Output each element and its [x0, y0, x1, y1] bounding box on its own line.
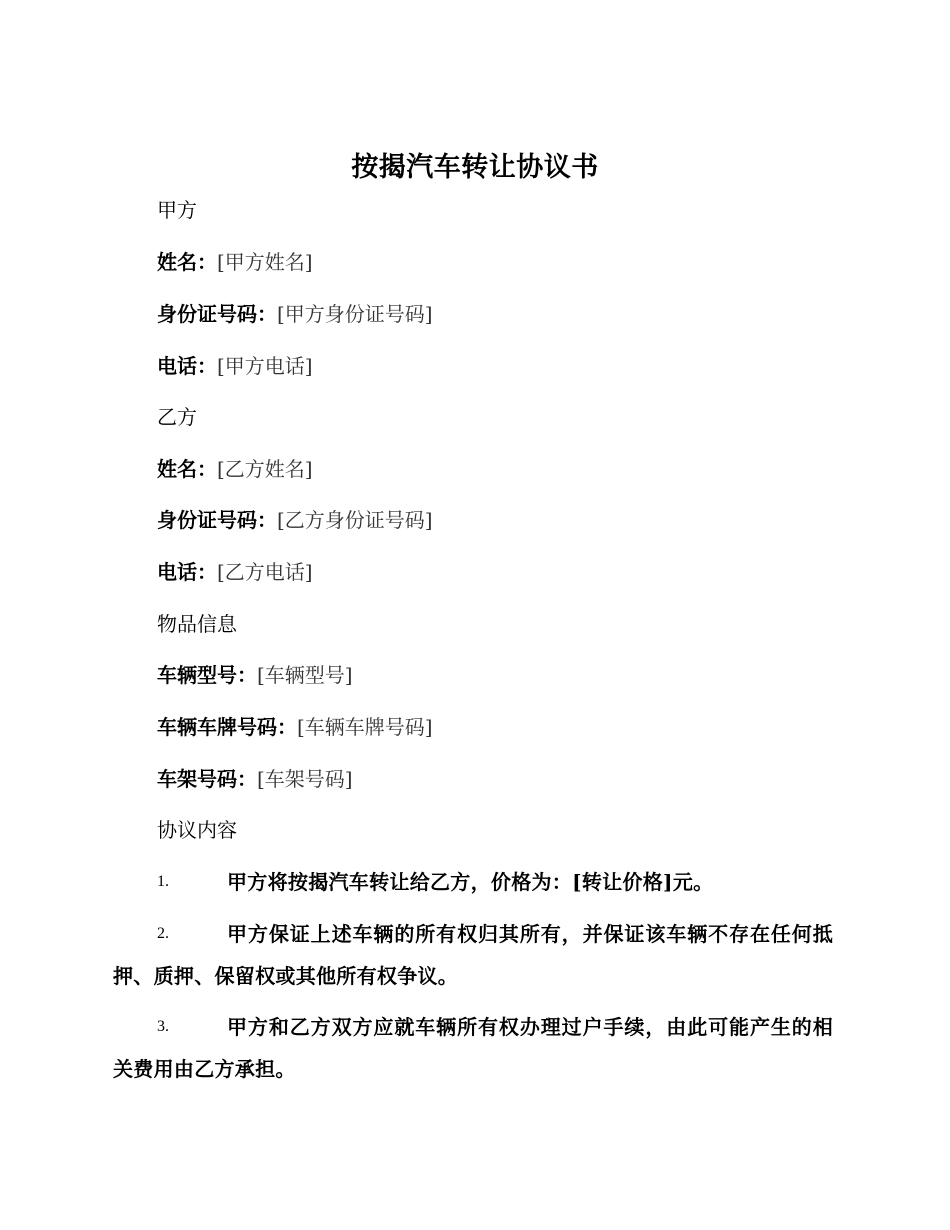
- party-a-phone-row: [157, 351, 313, 381]
- party-b-id-label: 身份证号码：: [157, 508, 277, 532]
- party-a-name-value: [甲方姓名]: [217, 250, 313, 274]
- party-a-name-row: [157, 247, 313, 277]
- party-a-heading: 甲方: [157, 198, 197, 222]
- party-b-phone-value: [乙方电话]: [217, 560, 313, 584]
- party-b-phone-label: 电话：: [157, 560, 217, 584]
- party-b-name-label: 姓名：: [157, 457, 217, 481]
- agreement-item-number: 1.: [157, 873, 169, 890]
- party-a-name-label: 姓名：: [157, 250, 217, 274]
- agreement-item-text: 甲方将按揭汽车转让给乙方，价格为：[转让价格]元。: [227, 870, 714, 894]
- agreement-item-number: 2.: [157, 925, 169, 942]
- agreement-item: [113, 1006, 833, 1090]
- party-b-phone-row: [157, 557, 313, 587]
- vehicle-plate-label: 车辆车牌号码：: [157, 715, 297, 739]
- goods-heading: 物品信息: [157, 612, 237, 636]
- agreement-item: [113, 913, 833, 997]
- party-b-name-row: [157, 454, 313, 484]
- vehicle-model-row: [157, 660, 353, 690]
- party-b-name-value: [乙方姓名]: [217, 457, 313, 481]
- agreement-item-number: 3.: [157, 1018, 169, 1035]
- vehicle-vin-label: 车架号码：: [157, 767, 257, 791]
- agreement-item-text: 甲方和乙方双方应就车辆所有权办理过户手续，由此可能产生的相关费用由乙方承担。: [113, 1015, 833, 1081]
- vehicle-vin-row: [157, 764, 353, 794]
- party-b-id-row: [157, 505, 433, 535]
- vehicle-vin-value: [车架号码]: [257, 767, 353, 791]
- party-a-id-row: [157, 299, 433, 329]
- party-a-phone-label: 电话：: [157, 354, 217, 378]
- vehicle-model-label: 车辆型号：: [157, 663, 257, 687]
- agreement-item-text: 甲方保证上述车辆的所有权归其所有，并保证该车辆不存在任何抵押、质押、保留权或其他所有权争议。: [113, 922, 833, 988]
- party-a-phone-value: [甲方电话]: [217, 354, 313, 378]
- vehicle-plate-value: [车辆车牌号码]: [297, 715, 433, 739]
- party-b-heading: 乙方: [157, 405, 197, 429]
- document-title: 按揭汽车转让协议书: [351, 152, 599, 183]
- agreement-item: [113, 861, 833, 903]
- agreement-heading: 协议内容: [157, 818, 237, 842]
- vehicle-plate-row: [157, 712, 433, 742]
- party-b-id-value: [乙方身份证号码]: [277, 508, 433, 532]
- party-a-id-value: [甲方身份证号码]: [277, 302, 433, 326]
- vehicle-model-value: [车辆型号]: [257, 663, 353, 687]
- party-a-id-label: 身份证号码：: [157, 302, 277, 326]
